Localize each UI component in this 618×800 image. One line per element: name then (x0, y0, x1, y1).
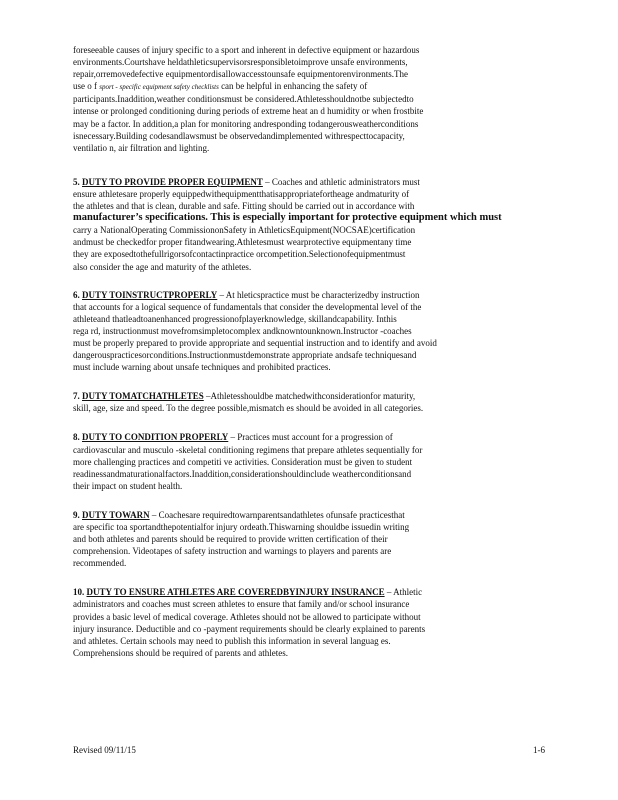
section-number: 9. (73, 509, 80, 520)
section-number: 10. (73, 587, 85, 598)
text-line: and both athletes and parents should be required to provide written certification of their (73, 534, 388, 545)
section-number: 8. (73, 432, 80, 443)
revision-date: Revised 09/11/15 (73, 745, 136, 755)
document-page (73, 44, 545, 659)
text-line: intense or prolonged conditioning during periods of extreme heat an d humidity or when frostbite (73, 106, 424, 117)
text-line: cardiovascular and musculo -skeletal conditioning regimens that prepare athletes sequentially for (73, 444, 423, 455)
text-fragment: – Athletic (384, 587, 423, 598)
section-number: 5. (73, 176, 80, 187)
text-line: participants.Inaddition,weather conditionsmust be considered.Athletesshouldnotbe subjectedto (73, 94, 414, 105)
text-line: must be properly prepared to provide appropriate and sequential instruction and to identify and avoid (73, 337, 437, 348)
text-line: andmust be checkedfor proper fitandwearing.Athletesmust wearprotective equipmentany time (73, 237, 412, 248)
text-fragment: use o f (73, 81, 97, 92)
section-10 (73, 586, 545, 659)
section-5 (73, 176, 545, 273)
section-title: DUTY TO ENSURE ATHLETES ARE COVEREDBYINJURY INSURANCE (86, 587, 385, 598)
text-fragment: – Coaches and athletic administrators must (262, 176, 420, 187)
text-line: isnecessary.Building codesandlawsmust be observedandimplemented withrespecttocapacity, (73, 130, 405, 141)
section-title: DUTY TO CONDITION PROPERLY (82, 432, 229, 443)
page-number: 1-6 (533, 745, 545, 755)
text-line: ensure athletesare properly equippedwithequipmentthatisappropriatefortheage andmaturity of (73, 188, 410, 199)
text-line: manufacturer’s specifications. This is especially important for protective equipment which must (73, 212, 502, 224)
text-line: athleteand thatleadtoanenhanced progressionofplayerknowledge, skillandcapability. Inthis (73, 313, 397, 324)
section-number: 7. (73, 391, 80, 402)
text-line: recommended. (73, 558, 127, 569)
text-line: are specific toa sportandthepotentialfor injury ordeath.Thiswarning shouldbe issuedin writing (73, 522, 410, 532)
text-fragment: – At hleticspractice must be characterizedby instruction (217, 289, 420, 300)
text-line: the athletes and that is clean, durable and safe. Fitting should be carried out in accordance with (73, 201, 415, 212)
section-6 (73, 289, 545, 374)
text-line: foreseeable causes of injury specific to a sport and inherent in defective equipment or hazardous (73, 45, 420, 55)
text-line: more challenging practices and competiti ve activities. Consideration must be given to student (73, 456, 413, 467)
text-line: comprehension. Videotapes of safety instruction and warnings to players and parents are (73, 546, 392, 557)
section-heading-line (73, 509, 545, 521)
text-line: and athletes. Certain schools may need to publish this information in several languag es. (73, 635, 391, 646)
text-line: must include warning about unsafe techniques and prohibited practices. (73, 362, 331, 373)
text-line: carry a NationalOperating CommissiononSafety in AthleticsEquipment(NOCSAE)certification (73, 225, 416, 236)
section-title: DUTY TOWARN (82, 509, 150, 520)
section-7 (73, 390, 545, 414)
text-line: rega rd, instructionmust movefromsimpletocomplex andknowntounknown.Instructor -coaches (73, 325, 412, 336)
text-line: ventilatio n, air filtration and lighting. (73, 142, 210, 153)
text-line: also consider the age and maturity of the athletes. (73, 261, 252, 272)
page-footer (73, 745, 545, 755)
section-heading-line (73, 176, 545, 188)
section-8 (73, 431, 545, 491)
text-fragment: –Athletesshouldbe matchedwithconsiderationfor maturity, (203, 391, 416, 402)
text-line: repair,orremovedefective equipmentordisallowaccesstounsafe equipmentorenvironments.The (73, 69, 409, 80)
text-line: Comprehensions should be required of parents and athletes. (73, 647, 288, 658)
section-heading-line (73, 289, 545, 301)
text-line: may be a factor. In addition,a plan for monitoring andresponding todangerousweatherconditions (73, 118, 419, 129)
section-heading-line (73, 390, 545, 402)
text-line: dangerouspracticesorconditions.Instructionmustdemonstrate appropriate andsafe techniquesand (73, 350, 417, 361)
text-line: provides a basic level of medical coverage. Athletes should not be allowed to participate without (73, 611, 421, 622)
text-line: that accounts for a logical sequence of fundamentals that consider the developmental level of the (73, 301, 422, 312)
text-fragment: can be helpful in enhancing the safety of (221, 81, 368, 92)
section-9 (73, 509, 545, 569)
italic-phrase: sport - specific equipment safety checklists (99, 83, 219, 92)
intro-paragraph (73, 44, 545, 154)
section-number: 6. (73, 289, 80, 300)
text-line: injury insurance. Deductible and co -payment requirements should be clearly explained to parents (73, 623, 426, 634)
text-line: administrators and coaches must screen athletes to ensure that family and/or school insurance (73, 599, 410, 610)
text-line: they are exposedtothefullrigorsofcontactinpractice orcompetition.Selectionofequipmentmust (73, 249, 406, 260)
text-line (73, 80, 545, 93)
text-line: their impact on student health. (73, 480, 183, 491)
text-line: readinessandmaturationalfactors.Inaddition,considerationshouldinclude weatherconditionsand (73, 468, 412, 479)
text-fragment: – Coachesare requiredtowarnparentsandathletes ofunsafe practicesthat (149, 509, 405, 520)
text-line: environments.Courtshave heldathleticsupervisorsresponsibletoimprove unsafe environments, (73, 57, 408, 68)
text-line: skill, age, size and speed. To the degree possible,mismatch es should be avoided in all categories. (73, 403, 424, 414)
section-title: DUTY TOINSTRUCTPROPERLY (82, 289, 218, 300)
section-title: DUTY TO PROVIDE PROPER EQUIPMENT (82, 176, 263, 187)
section-heading-line (73, 431, 545, 443)
section-title: DUTY TOMATCHATHLETES (82, 391, 204, 402)
section-heading-line (73, 586, 545, 598)
text-fragment: – Practices must account for a progression of (228, 432, 393, 443)
